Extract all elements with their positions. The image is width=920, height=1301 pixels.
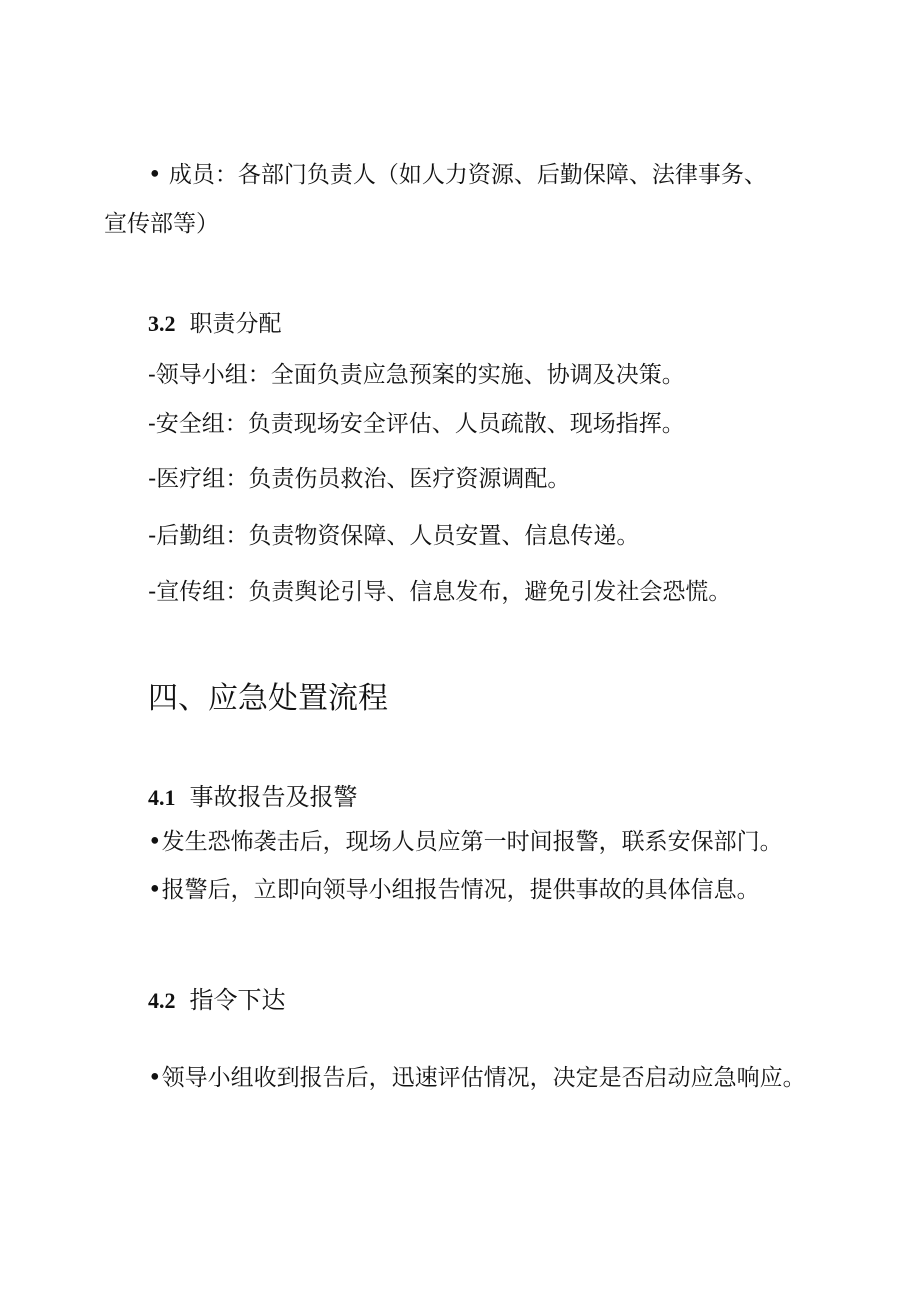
duty-item-logistics — [148, 525, 639, 548]
duty-label: -安全组 — [148, 411, 225, 437]
section-title: 事故报告及报警 — [189, 783, 358, 811]
chapter-4-title: 四、应急处置流程 — [148, 681, 388, 716]
duty-label: -领导小组 — [148, 362, 248, 388]
section-4-2-heading — [148, 988, 286, 1012]
duty-text: ：负责物资保障、人员安置、信息传递。 — [225, 523, 640, 549]
section-3-2-heading — [148, 313, 282, 336]
section-title: 职责分配 — [189, 311, 282, 337]
members-line-2: 宣传部等） — [104, 211, 219, 237]
duty-item-leadership — [148, 364, 685, 387]
report-item-1: •发生恐怖袭击后，现场人员应第一时间报警，联系安保部门。 — [148, 829, 783, 855]
members-line-1: • 成员：各部门负责人（如人力资源、后勤保障、法律事务、 — [148, 162, 767, 188]
report-item-2: •报警后，立即向领导小组报告情况，提供事故的具体信息。 — [148, 877, 760, 903]
section-number: 3.2 — [148, 311, 176, 336]
duty-text: ：负责舆论引导、信息发布，避免引发社会恐慌。 — [225, 579, 732, 605]
duty-item-publicity — [148, 581, 731, 604]
duty-text: ：负责现场安全评估、人员疏散、现场指挥。 — [224, 411, 685, 437]
duty-text: ：负责伤员救治、医疗资源调配。 — [225, 466, 571, 492]
duty-text: ：全面负责应急预案的实施、协调及决策。 — [247, 362, 685, 388]
duty-label: -后勤组 — [148, 523, 226, 549]
section-4-1-heading — [148, 785, 358, 809]
command-item-1: •领导小组收到报告后，迅速评估情况，决定是否启动应急响应。 — [148, 1065, 806, 1091]
duty-label: -宣传组 — [148, 579, 226, 605]
duty-label: -医疗组 — [148, 466, 226, 492]
duty-item-medical — [148, 468, 570, 491]
section-title: 指令下达 — [189, 986, 286, 1014]
duty-item-safety — [148, 413, 685, 436]
section-number: 4.2 — [148, 988, 176, 1013]
section-number: 4.1 — [148, 785, 176, 810]
